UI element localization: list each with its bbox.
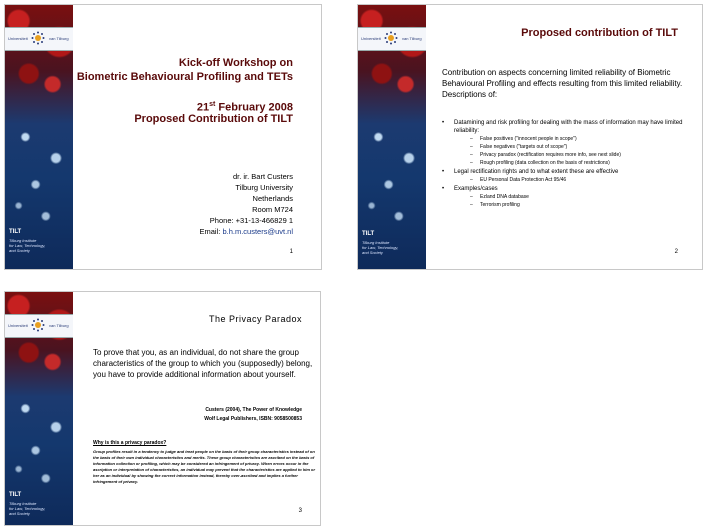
author-room: Room M724 bbox=[252, 205, 293, 214]
list-item: – Privacy paradox (rectification requires more info, see next slide) bbox=[470, 151, 702, 159]
slide-1-subtitle: Proposed Contribution of TILT bbox=[134, 113, 293, 125]
sub-bullet-list bbox=[454, 193, 702, 209]
tilt-line-3: and Society bbox=[362, 250, 383, 255]
tilt-line-3: and Society bbox=[9, 248, 30, 253]
sun-logo-icon bbox=[31, 318, 45, 332]
list-item: – False positives ("innocent people in scope") bbox=[470, 135, 702, 143]
tilt-label: TILT bbox=[362, 231, 375, 237]
question-heading: Why is this a privacy paradox? bbox=[93, 440, 167, 446]
tilt-line-1: Tilburg Institute bbox=[9, 238, 37, 243]
title-line-1: Kick-off Workshop on bbox=[178, 57, 293, 69]
slide-2-title: Proposed contribution of TILT bbox=[521, 27, 678, 39]
citation bbox=[204, 406, 302, 424]
sun-logo-icon bbox=[384, 31, 398, 45]
list-item bbox=[442, 168, 702, 184]
slide-3-title: The Privacy Paradox bbox=[208, 314, 302, 324]
citation-line-1: Custers (2004), The Power of Knowledge bbox=[205, 407, 302, 413]
tilt-label: TILT bbox=[9, 492, 22, 498]
author-email bbox=[200, 226, 293, 237]
author-block bbox=[200, 171, 293, 237]
question-body: Group profiles result in a tendency to judge and treat people on the basis of their group characteristics instead of on the basis of their own individual characteristics and merits. These group characteristics are ascribed on the basis of information collection or profiling, which may be considered an infringement of privacy. When errors occur in the ascription or interpretation of characteristics, an individual may prevent that the characteristics are applied to him or her as an individual by showing the correct information instead, thereby over-ascribed and implies a further infringement of privacy. bbox=[93, 449, 316, 484]
list-item: – Rough profiling (data collection on the basis of restrictions) bbox=[470, 159, 702, 167]
date-rest: February 2008 bbox=[215, 101, 293, 114]
author-name: dr. ir. Bart Custers bbox=[232, 172, 293, 181]
tilt-line-2: for Law, Technology, bbox=[362, 245, 399, 250]
bullet-text: Datamining and risk profiling for dealing with the mass of information may have limited reliability: bbox=[454, 120, 683, 134]
logo-right-text: van Tilburg bbox=[49, 36, 69, 41]
email-link[interactable]: b.h.m.custers@uvt.nl bbox=[222, 227, 293, 236]
tilt-line-1: Tilburg Institute bbox=[9, 501, 37, 506]
university-logo bbox=[5, 27, 73, 51]
list-item: – Ezland DNA database bbox=[470, 193, 702, 201]
tilt-subtitle bbox=[9, 238, 69, 253]
slide-2-intro: Contribution on aspects concerning limited reliability of Biometric Behavioural Profiling and effects resulting from this limited reliability. Descriptions of: bbox=[442, 68, 683, 99]
list-item: – Terrorism profiling bbox=[470, 201, 702, 209]
slide-2[interactable] bbox=[357, 4, 703, 270]
slide-3[interactable] bbox=[4, 291, 321, 526]
university-logo bbox=[358, 27, 426, 51]
tilt-line-3: and Society bbox=[9, 511, 30, 516]
sub-bullet-list bbox=[454, 176, 702, 184]
date-day: 21 bbox=[196, 101, 210, 114]
slide-side-image bbox=[358, 5, 426, 269]
bullet-text: Legal rectification rights and to what extent these are effective bbox=[454, 169, 619, 175]
page-number: 2 bbox=[674, 249, 678, 255]
logo-left-text: Universiteit bbox=[8, 36, 28, 41]
slide-1-title bbox=[77, 56, 293, 84]
page-number: 1 bbox=[289, 249, 293, 255]
tilt-label: TILT bbox=[9, 229, 22, 235]
university-logo bbox=[5, 314, 73, 338]
date-suffix: st bbox=[209, 101, 216, 108]
logo-left-text: Universiteit bbox=[361, 36, 381, 41]
slide-3-body: To prove that you, as an individual, do not share the group characteristics of the group to which you (supposedly) belong, you have to provide additional information about yourself. bbox=[93, 348, 313, 379]
list-item: – EU Personal Data Protection Act 95/46 bbox=[470, 176, 702, 184]
author-affiliation: Tilburg University bbox=[235, 183, 293, 192]
tilt-line-2: for Law, Technology, bbox=[9, 506, 46, 511]
slide-1[interactable] bbox=[4, 4, 322, 270]
author-country: Netherlands bbox=[252, 194, 293, 203]
list-item bbox=[442, 185, 702, 209]
author-phone: Phone: +31-13-466829 1 bbox=[209, 216, 293, 225]
list-item bbox=[442, 119, 702, 167]
page-number: 3 bbox=[298, 508, 302, 514]
bullet-list bbox=[442, 119, 702, 210]
tilt-line-1: Tilburg Institute bbox=[362, 240, 390, 245]
slide-side-image bbox=[5, 292, 73, 525]
tilt-subtitle bbox=[9, 501, 69, 516]
bullet-text: Examples/cases bbox=[454, 186, 498, 192]
slide-side-image bbox=[5, 5, 73, 269]
sun-logo-icon bbox=[31, 31, 45, 45]
title-line-2: Biometric Behavioural Profiling and TETs bbox=[76, 71, 293, 83]
citation-line-2: Wolf Legal Publishers, ISBN: 9058500853 bbox=[204, 416, 302, 422]
logo-right-text: van Tilburg bbox=[402, 36, 422, 41]
list-item: – False negatives ("targets out of scope") bbox=[470, 143, 702, 151]
tilt-subtitle bbox=[362, 240, 422, 255]
logo-left-text: Universiteit bbox=[8, 323, 28, 328]
tilt-line-2: for Law, Technology, bbox=[9, 243, 46, 248]
email-label: Email: bbox=[199, 227, 223, 236]
logo-right-text: van Tilburg bbox=[49, 323, 69, 328]
sub-bullet-list bbox=[454, 135, 702, 167]
